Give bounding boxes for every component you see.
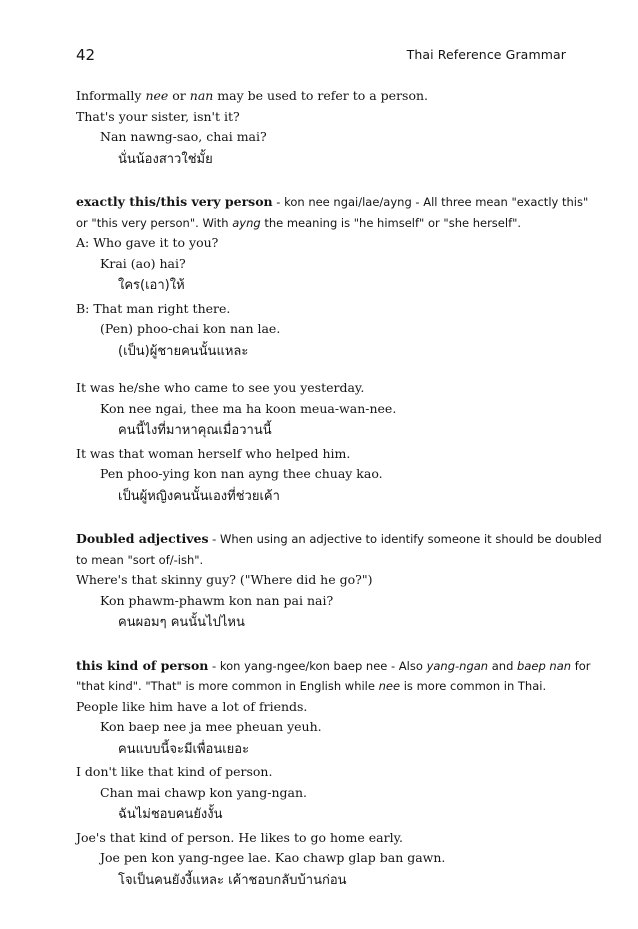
example-english: It was he/she who came to see you yesterday. [76,380,365,395]
example-thai: คนแบบนี้จะมีเพื่อนเยอะ [118,741,250,757]
example-transliteration: Kon phawm-phawm kon nan pai nai? [100,592,334,608]
example-thai: ใคร(เอา)ให้ [118,278,185,293]
description-text: and [488,658,518,673]
example-english: It was that woman herself who helped him. [76,445,351,461]
intro-term-nee: nee [145,88,169,103]
example-thai: (เป็น)ผู้ชายคนนั้นแหละ [118,343,249,359]
section-description-continued: to mean "sort of/-ish". [76,552,204,567]
intro-text: or [168,88,190,103]
section-description [208,659,590,673]
example-transliteration: Chan mai chawp kon yang-ngan. [100,784,307,800]
example-transliteration: Pen phoo-ying kon nan ayng thee chuay kao. [100,466,383,481]
term-ayng: ayng [232,215,261,230]
example-english: B: That man right there. [76,300,231,316]
example-thai: คนผอมๆ คนนั้นไปไหน [118,615,245,630]
section-description-continued [76,676,570,697]
intro-text: may be used to refer to a person. [213,88,429,103]
term-nee: nee [378,679,401,693]
description-text: for [571,658,591,673]
example-transliteration: Nan nawng-sao, chai mai? [100,129,267,144]
intro-paragraph [76,86,570,107]
example-english: Joe's that kind of person. He likes to go home early. [76,829,403,845]
section-heading: Doubled adjectives [76,531,209,546]
example-thai: โจเป็นคนยังงี้แหละ เค้าชอบกลับบ้านก่อน [118,872,347,888]
example-transliteration: Kon nee ngai, thee ma ha koon meua-wan-nee. [100,400,397,416]
example-thai: เป็นผู้หญิงคนนั้นเองที่ช่วยเค้า [118,488,280,504]
description-text: is more common in Thai. [400,679,547,693]
example-english: That's your sister, isn't it? [76,108,240,124]
description-text: - kon yang-ngee/kon baep nee - Also [208,658,427,673]
running-title: Thai Reference Grammar [406,47,566,62]
example-transliteration: Joe pen kon yang-ngee lae. Kao chawp glap ban gawn. [100,850,446,865]
page-number: 42 [76,46,96,64]
section-heading: exactly this/this very person [76,194,273,209]
description-text: "that kind". "That" is more common in English while [76,679,379,693]
term-baep-nan: baep nan [517,658,572,673]
section-heading: this kind of person [76,657,209,673]
example-transliteration: Krai (ao) hai? [100,255,186,271]
section-this-kind-of-person [76,656,591,677]
section-description: - kon nee ngai/lae/ayng - All three mean "exactly this" [272,195,589,209]
section-description: - When using an adjective to identify someone it should be doubled [208,532,602,546]
description-text: or "this very person". With [76,215,233,230]
example-english: Where's that skinny guy? ("Where did he go?") [76,572,373,587]
example-english: A: Who gave it to you? [76,235,219,250]
section-description-continued [76,213,570,234]
example-thai: คนนี้ไงที่มาหาคุณเมื่อวานนี้ [118,423,272,438]
example-english: People like him have a lot of friends. [76,698,308,714]
example-english: I don't like that kind of person. [76,764,273,779]
description-text: the meaning is "he himself" or "she herself". [260,215,522,230]
intro-text: Informally [76,88,146,103]
term-yang-ngan: yang-ngan [426,658,489,673]
page-header [76,46,566,66]
example-thai: นั่นน้องสาวใช่มั้ย [118,151,213,167]
section-exactly-this [76,192,589,213]
example-transliteration: Kon baep nee ja mee pheuan yeuh. [100,719,322,734]
section-doubled-adjectives [76,529,602,550]
example-thai: ฉันไม่ชอบคนยังงั้น [118,807,223,822]
intro-term-nan: nan [189,88,214,103]
page-body [76,86,602,893]
example-transliteration: (Pen) phoo-chai kon nan lae. [100,321,281,336]
